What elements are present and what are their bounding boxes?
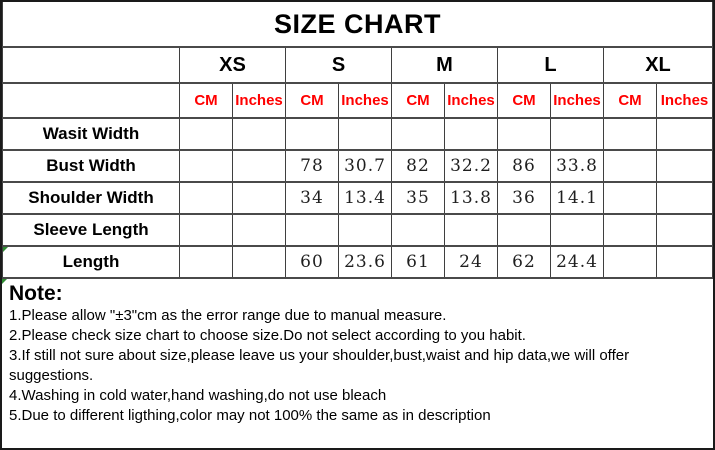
cell-waist-xs-in [233,118,286,150]
cell-waist-m-cm [392,118,445,150]
cell-shoulder-xs-in [233,182,286,214]
cell-waist-l-cm [498,118,551,150]
cell-sleeve-m-cm [392,214,445,246]
cell-shoulder-xl-cm [604,182,657,214]
cell-sleeve-m-in [445,214,498,246]
title-row [3,2,713,47]
cell-length-l-cm: 62 [498,246,551,278]
unit-cm-xs: CM [180,83,233,118]
excel-corner-marker [2,279,7,284]
unit-inches-l: Inches [551,83,604,118]
table-row-shoulder-width [3,182,713,214]
size-header-xs: XS [180,47,286,83]
size-chart-table [2,2,713,279]
cell-bust-xs-cm [180,150,233,182]
unit-inches-xl: Inches [657,83,713,118]
cell-length-s-cm: 60 [286,246,339,278]
unit-inches-s: Inches [339,83,392,118]
cell-length-xs-in [233,246,286,278]
size-header-m: M [392,47,498,83]
cell-sleeve-s-in [339,214,392,246]
note-item-2: 2.Please check size chart to choose size.Do not select according to you habit. [9,327,526,344]
cell-shoulder-xl-in [657,182,713,214]
unit-cm-s: CM [286,83,339,118]
note-item-5: 5.Due to different ligthing,color may not 100% the same as in description [9,407,491,424]
table-row-waist-width [3,118,713,150]
unit-cm-xl: CM [604,83,657,118]
cell-sleeve-xs-in [233,214,286,246]
table-row-length [3,246,713,278]
size-header-s: S [286,47,392,83]
row-label-bust-width: Bust Width [3,150,180,182]
note-item-4: 4.Washing in cold water,hand washing,do not use bleach [9,387,387,404]
cell-shoulder-xs-cm [180,182,233,214]
cell-sleeve-l-in [551,214,604,246]
cell-length-xl-in [657,246,713,278]
size-header-row [3,47,713,83]
cell-shoulder-s-in: 13.4 [339,182,392,214]
unit-cm-l: CM [498,83,551,118]
cell-waist-s-cm [286,118,339,150]
table-row-sleeve-length [3,214,713,246]
note-item-3: 3.If still not sure about size,please leave us your shoulder,bust,waist and hip data,we will offer suggestions. [9,347,630,384]
cell-length-m-cm: 61 [392,246,445,278]
cell-sleeve-xl-in [657,214,713,246]
cell-waist-xl-cm [604,118,657,150]
cell-length-l-in: 24.4 [551,246,604,278]
cell-sleeve-s-cm [286,214,339,246]
notes-section [2,279,713,426]
row-label-length-text: Length [62,252,120,271]
cell-bust-s-cm: 78 [286,150,339,182]
cell-shoulder-m-cm: 35 [392,182,445,214]
row-label-sleeve-length: Sleeve Length [3,214,180,246]
cell-bust-s-in: 30.7 [339,150,392,182]
table-row-bust-width [3,150,713,182]
cell-bust-l-cm: 86 [498,150,551,182]
unit-header-row [3,83,713,118]
cell-waist-l-in [551,118,604,150]
notes-heading: Note: [9,282,63,305]
unit-empty-cell [3,83,180,118]
note-item-1: 1.Please allow "±3"cm as the error range due to manual measure. [9,307,447,324]
row-label-shoulder-width: Shoulder Width [3,182,180,214]
cell-waist-m-in [445,118,498,150]
cell-sleeve-xs-cm [180,214,233,246]
cell-shoulder-m-in: 13.8 [445,182,498,214]
cell-bust-xl-cm [604,150,657,182]
row-label-length [3,246,180,278]
cell-length-m-in: 24 [445,246,498,278]
cell-shoulder-l-in: 14.1 [551,182,604,214]
cell-bust-l-in: 33.8 [551,150,604,182]
cell-length-xl-cm [604,246,657,278]
row-label-waist-width: Wasit Width [3,118,180,150]
size-header-l: L [498,47,604,83]
unit-cm-m: CM [392,83,445,118]
cell-sleeve-l-cm [498,214,551,246]
unit-inches-xs: Inches [233,83,286,118]
cell-bust-m-cm: 82 [392,150,445,182]
page-title: SIZE CHART [3,2,713,47]
cell-bust-m-in: 32.2 [445,150,498,182]
cell-shoulder-s-cm: 34 [286,182,339,214]
cell-sleeve-xl-cm [604,214,657,246]
cell-waist-xs-cm [180,118,233,150]
size-header-xl: XL [604,47,713,83]
cell-shoulder-l-cm: 36 [498,182,551,214]
cell-length-xs-cm [180,246,233,278]
cell-length-s-in: 23.6 [339,246,392,278]
cell-bust-xs-in [233,150,286,182]
cell-waist-s-in [339,118,392,150]
cell-waist-xl-in [657,118,713,150]
corner-empty-cell [3,47,180,83]
unit-inches-m: Inches [445,83,498,118]
cell-bust-xl-in [657,150,713,182]
excel-corner-marker [3,247,8,252]
